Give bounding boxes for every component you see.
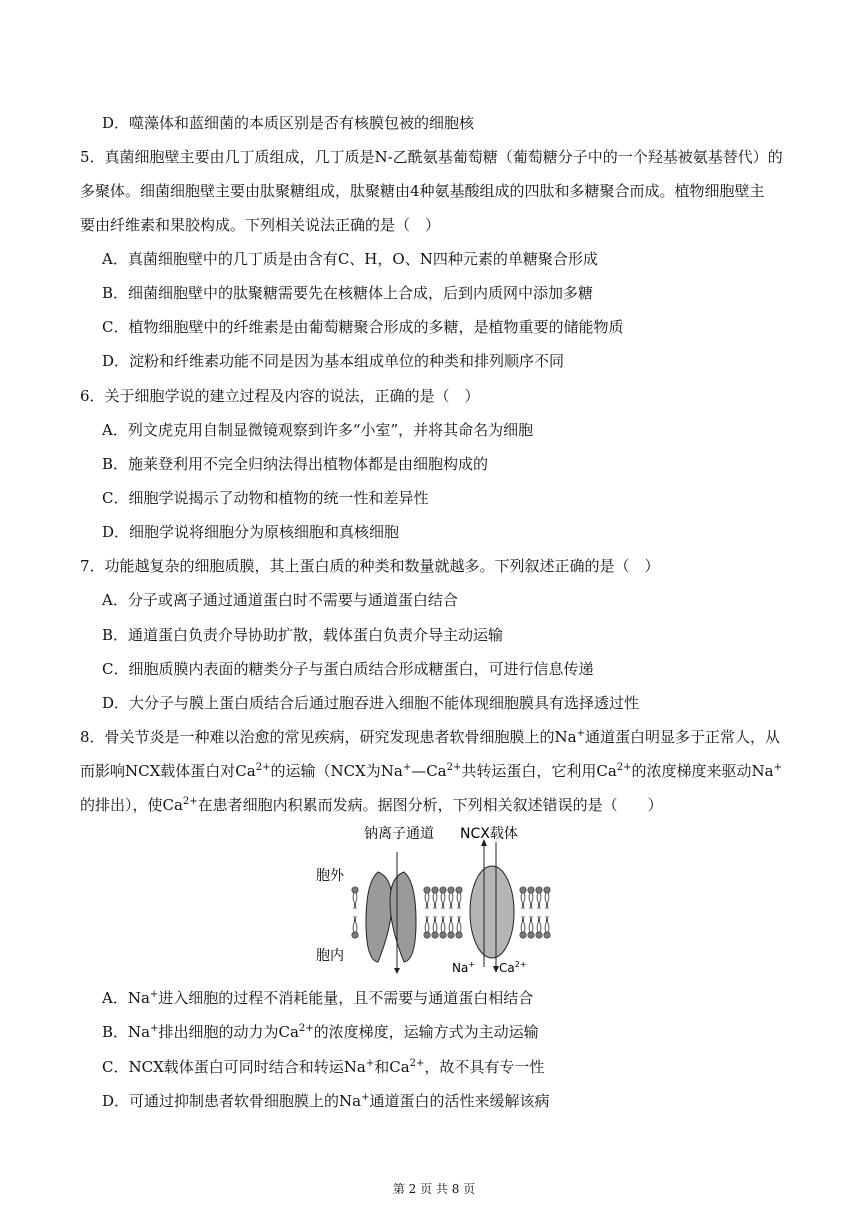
sup-plus: + bbox=[402, 762, 412, 773]
q5-option-c: C．植物细胞壁中的纤维素是由葡萄糖聚合形成的多糖，是植物重要的储能物质 bbox=[102, 318, 624, 336]
sup-2plus: 2+ bbox=[298, 1023, 314, 1034]
label-ncx-carrier: NCX载体 bbox=[460, 826, 518, 842]
q6-option-d: D．细胞学说将细胞分为原核细胞和真核细胞 bbox=[102, 523, 400, 541]
q5-stem-line1: 5．真菌细胞壁主要由几丁质组成，几丁质是N-乙酰氨基葡萄糖（葡萄糖分子中的一个羟基被氨基替代）的 bbox=[80, 148, 783, 166]
q8-option-b bbox=[102, 1022, 539, 1042]
q4-option-d: D．噬藻体和蓝细菌的本质区别是否有核膜包被的细胞核 bbox=[102, 114, 475, 132]
q8-l2-b: 的运输（NCX为Na bbox=[270, 762, 403, 780]
sup-plus: + bbox=[150, 1023, 159, 1034]
q8-stem-line2 bbox=[80, 761, 782, 781]
q8-option-d bbox=[102, 1091, 550, 1111]
q8-l2-d: 共转运蛋白，它利用Ca bbox=[461, 762, 617, 780]
q8-l3-b: 在患者细胞内积累而发病。据图分析，下列相关叙述错误的是（ ） bbox=[197, 796, 663, 814]
q8-l2-c: —Ca bbox=[411, 762, 447, 780]
q8-l2-e: 的浓度梯度来驱动Na bbox=[631, 762, 774, 780]
sup-plus: + bbox=[773, 762, 783, 773]
q8-c-part2: 和Ca bbox=[374, 1058, 410, 1076]
page-footer: 第 2 页 共 8 页 bbox=[392, 1182, 476, 1196]
sup-2plus: 2+ bbox=[446, 762, 462, 773]
q6-stem: 6．关于细胞学说的建立过程及内容的说法，正确的是（ ） bbox=[80, 387, 480, 405]
q8-b-part3: 的浓度梯度，运输方式为主动运输 bbox=[313, 1023, 539, 1041]
q6-option-a: A．列文虎克用自制显微镜观察到许多“小室”，并将其命名为细胞 bbox=[102, 421, 534, 439]
q8-a-part2: 进入细胞的过程不消耗能量，且不需要与通道蛋白相结合 bbox=[158, 989, 534, 1007]
q8-l1-a: 8．骨关节炎是一种难以治愈的常见疾病，研究发现患者软骨细胞膜上的Na bbox=[80, 728, 577, 746]
q8-d-part1: D．可通过抑制患者软骨细胞膜上的Na bbox=[102, 1092, 362, 1110]
sup-2plus: 2+ bbox=[255, 762, 271, 773]
sup-plus: + bbox=[576, 728, 586, 739]
q8-a-part1: A．Na bbox=[102, 989, 150, 1007]
q8-b-part1: B．Na bbox=[102, 1023, 151, 1041]
q8-stem-line3 bbox=[80, 795, 663, 815]
sup-2plus: 2+ bbox=[616, 762, 632, 773]
label-inside: 胞内 bbox=[316, 948, 344, 964]
q8-option-c bbox=[102, 1057, 544, 1077]
q5-stem-line3: 要由纤维素和果胶构成。下列相关说法正确的是（ ） bbox=[80, 216, 441, 234]
sodium-channel-left bbox=[366, 872, 392, 962]
q7-option-d: D．大分子与膜上蛋白质结合后通过胞吞进入细胞不能体现细胞膜具有选择透过性 bbox=[102, 694, 640, 712]
sup-plus: + bbox=[365, 1058, 375, 1069]
q5-option-a: A．真菌细胞壁中的几丁质是由含有C、H，O、N四种元素的单糖聚合形成 bbox=[102, 250, 598, 268]
q5-stem-line2: 多聚体。细菌细胞壁主要由肽聚糖组成，肽聚糖由4种氨基酸组成的四肽和多糖聚合而成。植物细胞壁主 bbox=[80, 182, 765, 200]
q8-d-part2: 通道蛋白的活性来缓解该病 bbox=[369, 1092, 550, 1110]
sup-2plus: 2+ bbox=[409, 1058, 425, 1069]
q8-c-part1: C．NCX载体蛋白可同时结合和转运Na bbox=[102, 1058, 366, 1076]
sup-plus: + bbox=[361, 1092, 370, 1103]
q6-option-c: C．细胞学说揭示了动物和植物的统一性和差异性 bbox=[102, 489, 429, 507]
label-ca: $Ca^{2+}$ bbox=[499, 960, 527, 975]
sodium-channel-right bbox=[390, 872, 416, 962]
membrane-transport-figure bbox=[300, 822, 570, 982]
sup-2plus: 2+ bbox=[182, 796, 198, 807]
q8-option-a bbox=[102, 988, 533, 1008]
q7-stem: 7．功能越复杂的细胞质膜，其上蛋白质的种类和数量就越多。下列叙述正确的是（ ） bbox=[80, 557, 660, 575]
q7-option-a: A．分子或离子通过通道蛋白时不需要与通道蛋白结合 bbox=[102, 591, 458, 609]
q7-option-c: C．细胞质膜内表面的糖类分子与蛋白质结合形成糖蛋白，可进行信息传递 bbox=[102, 660, 594, 678]
q8-l1-b: 通道蛋白明显多于正常人，从 bbox=[585, 728, 781, 746]
sup-plus: + bbox=[149, 989, 159, 1000]
q8-stem-line1 bbox=[80, 727, 780, 747]
label-outside: 胞外 bbox=[316, 868, 344, 884]
q5-option-b: B．细菌细胞壁中的肽聚糖需要先在核糖体上合成，后到内质网中添加多糖 bbox=[102, 284, 594, 302]
q5-option-d: D．淀粉和纤维素功能不同是因为基本组成单位的种类和排列顺序不同 bbox=[102, 352, 565, 370]
label-sodium-channel: 钠离子通道 bbox=[364, 826, 434, 842]
q7-option-b: B．通道蛋白负责介导协助扩散，载体蛋白负责介导主动运输 bbox=[102, 626, 504, 644]
q8-c-part3: ，故不具有专一性 bbox=[424, 1058, 545, 1076]
label-na: Na+ bbox=[452, 960, 476, 975]
q8-l3-a: 的排出），使Ca bbox=[80, 796, 183, 814]
q6-option-b: B．施莱登利用不完全归纳法得出植物体都是由细胞构成的 bbox=[102, 455, 489, 473]
q8-b-part2: 排出细胞的动力为Ca bbox=[158, 1023, 299, 1041]
ncx-carrier-icon bbox=[470, 866, 514, 958]
q8-l2-a: 而影响NCX载体蛋白对Ca bbox=[80, 762, 256, 780]
